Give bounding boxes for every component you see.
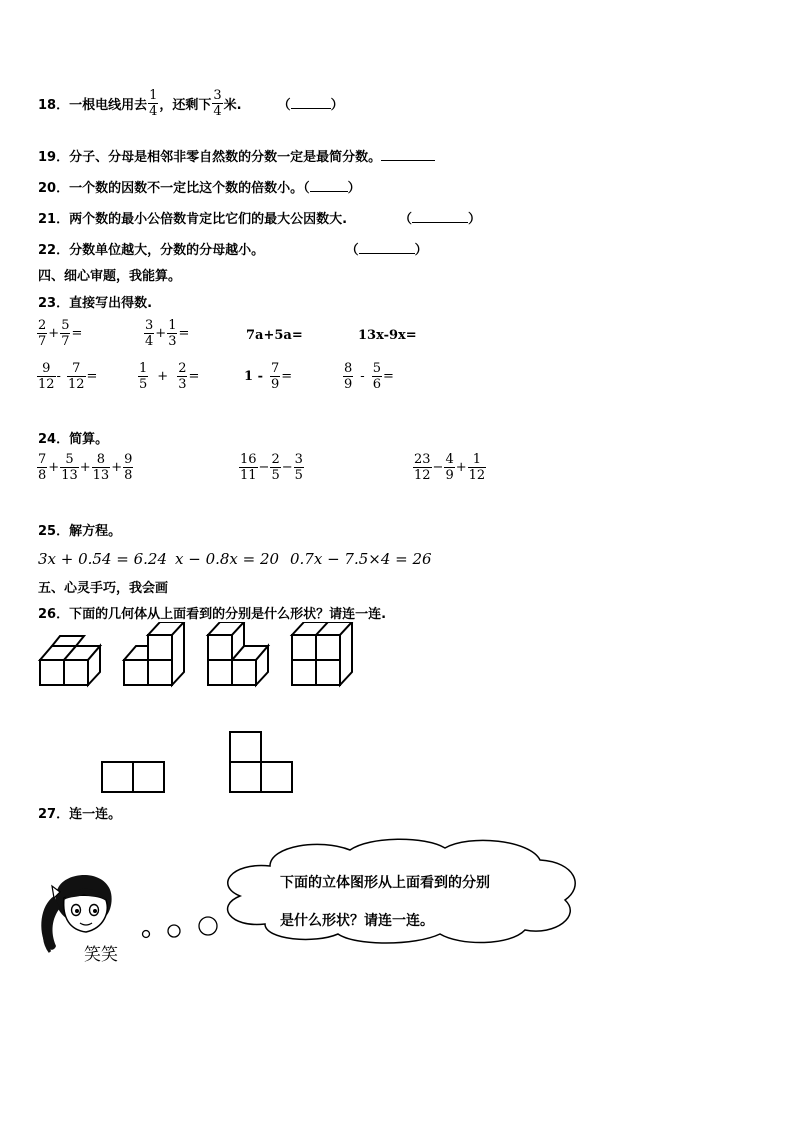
q20-answer-paren[interactable]: （ ） [303, 181, 361, 196]
question-24-title: 24．简算。 [38, 432, 109, 447]
top-view-1 [102, 762, 164, 792]
q24-expr-2: $\frac{16}{11}$ − $\frac{2}{5}$ − $\frac{3}{5}$ [240, 452, 303, 483]
q21-answer-paren[interactable]: （ ） [399, 212, 482, 227]
question-18 [38, 88, 344, 119]
q23-expr-5: $\frac{9}{12}$ - $\frac{7}{12}$ = [38, 361, 98, 392]
q23-expr-7: 1 - $\frac{7}{9}$ = [244, 361, 293, 392]
q26-top-views [100, 730, 296, 796]
q18-text-post: 米. [223, 98, 242, 113]
q18-text-mid: ，还剩下 [159, 98, 212, 113]
q23-expr-4: 13x-9x= [358, 328, 417, 343]
q23-expr-3: 7a+5a= [246, 328, 303, 343]
q23-expr-1: $\frac{2}{7}$ + $\frac{5}{7}$ = [38, 318, 83, 349]
q21-text: 21．两个数的最小公倍数肯定比它们的最大公因数大. [38, 212, 348, 227]
cloud-text-line-2: 是什么形状？请连一连。 [280, 913, 434, 929]
q23-expr-8: $\frac{8}{9}$ - $\frac{5}{6}$ = [344, 361, 394, 392]
thought-bubbles [138, 912, 222, 944]
q23-expr-6: $\frac{1}{5}$ + $\frac{2}{3}$ = [139, 361, 200, 392]
q22-answer-paren[interactable]: （ ） [352, 243, 428, 258]
q19-answer-blank[interactable] [381, 148, 435, 161]
q26-solid-figures [30, 622, 370, 694]
question-26-title: 26．下面的几何体从上面看到的分别是什么形状？请连一连. [38, 607, 387, 622]
question-27-title: 27．连一连。 [38, 807, 122, 822]
section-4-heading: 四、细心审题，我能算。 [38, 269, 182, 284]
solid-figure-1 [40, 636, 100, 685]
top-view-2 [230, 732, 292, 792]
q18-answer-paren[interactable]: （ ） [277, 98, 344, 113]
girl-name-label: 笑笑 [84, 945, 118, 965]
solid-figure-3 [208, 622, 268, 685]
question-25-title: 25．解方程。 [38, 524, 122, 539]
q24-expr-1: $\frac{7}{8}$ + $\frac{5}{13}$ + $\frac{8}{13}$ + $\frac{9}{8}$ [38, 452, 133, 483]
question-19 [38, 146, 435, 165]
q19-text: 19．分子、分母是相邻非零自然数的分数一定是最简分数。 [38, 150, 382, 165]
q25-equation-2: x − 0.8x = 20 [175, 550, 280, 568]
question-22 [38, 239, 428, 258]
question-21 [38, 208, 481, 227]
q20-text: 20．一个数的因数不一定比这个数的倍数小。 [38, 181, 304, 196]
q24-expr-3: $\frac{23}{12}$ − $\frac{4}{9}$ + $\frac{1}{12}$ [414, 452, 486, 483]
q18-fraction-1: $\frac{1}{4}$ [149, 88, 158, 119]
question-23-title: 23．直接写出得数. [38, 296, 153, 311]
question-20 [38, 177, 361, 196]
solid-figure-4 [292, 622, 352, 685]
q25-equation-1: 3x + 0.54 = 6.24 [38, 550, 168, 568]
q22-text: 22．分数单位越大，分数的分母越小。 [38, 243, 265, 258]
solid-figure-2 [124, 622, 184, 685]
q18-fraction-2: $\frac{3}{4}$ [213, 88, 222, 119]
q25-equation-3: 0.7x − 7.5×4 = 26 [290, 550, 432, 568]
cloud-text-line-1: 下面的立体图形从上面看到的分别 [280, 875, 490, 891]
section-5-heading: 五、心灵手巧，我会画 [38, 581, 169, 596]
q18-text-pre: 18．一根电线用去 [38, 98, 148, 113]
q23-expr-2: $\frac{3}{4}$ + $\frac{1}{3}$ = [145, 318, 190, 349]
